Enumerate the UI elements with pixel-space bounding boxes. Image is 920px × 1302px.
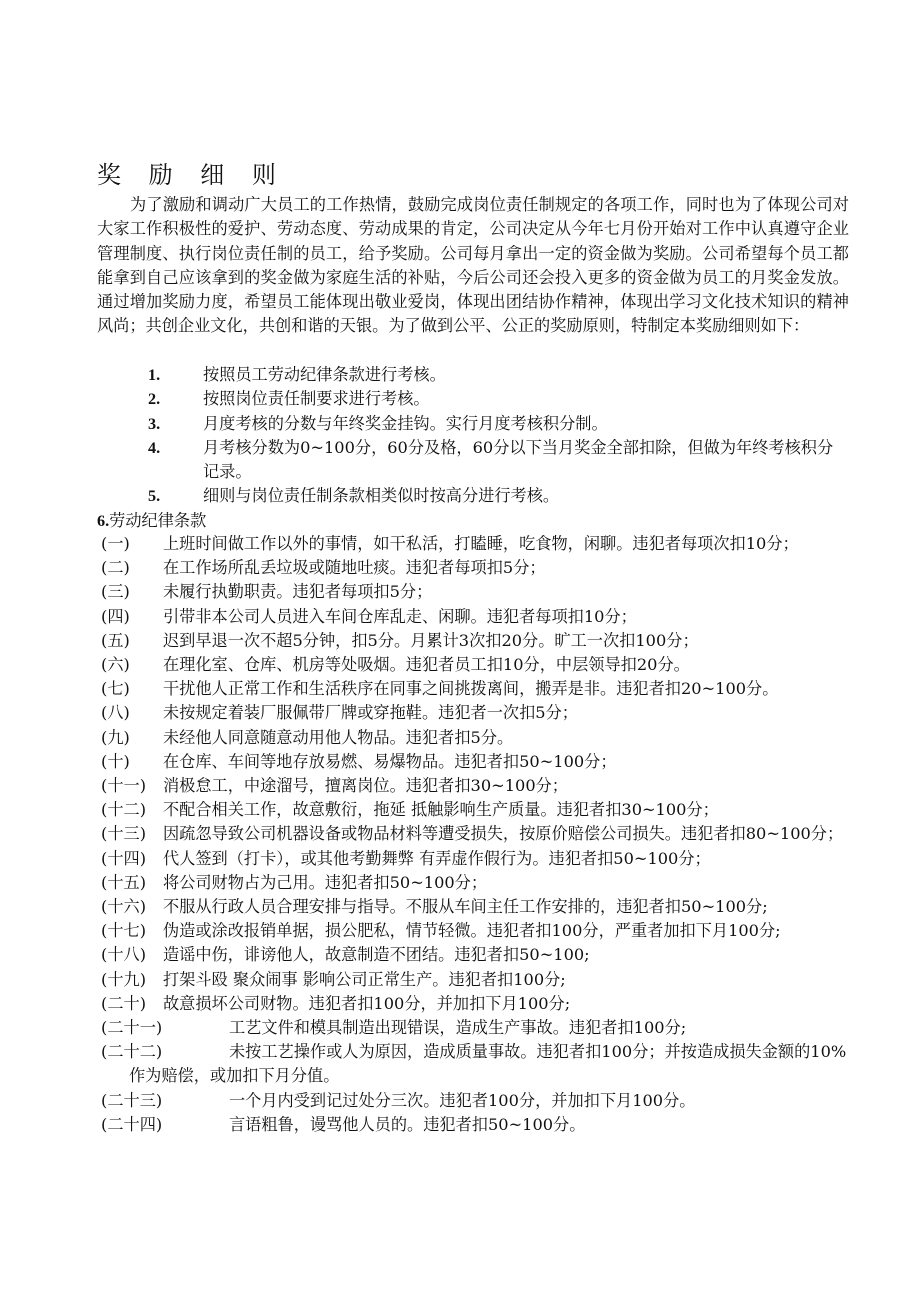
rule-item: [97, 605, 849, 629]
rule-text: 上班时间做工作以外的事情，如干私活，打瞌睡，吃食物，闲聊。违犯者每项次扣10分；: [163, 534, 799, 553]
rule-item: [97, 919, 849, 943]
rule-text: 未按规定着装厂服佩带厂牌或穿拖鞋。违犯者一次扣5分；: [163, 703, 578, 723]
rule-item: [97, 822, 849, 846]
list-item-number: 5.: [148, 487, 161, 506]
rule-item: [97, 556, 849, 580]
rule-item: [97, 968, 849, 992]
rule-text: 因疏忽导致公司机器设备或物品材料等遭受损失，按原价赔偿公司损失。违犯者扣80~100分；: [163, 824, 844, 844]
section-number: 6.: [97, 512, 110, 530]
rule-item: [97, 653, 849, 677]
rule-label: (五): [101, 630, 130, 650]
rule-text: 故意损坏公司财物。违犯者扣100分，并加扣下月100分;: [163, 993, 571, 1013]
rule-label: (二): [101, 558, 130, 578]
rule-text: 在工作场所乱丢垃圾或随地吐痰。违犯者每项扣5分；: [163, 558, 546, 578]
list-item-text: 细则与岗位责任制条款相类似时按高分进行考核。: [203, 486, 560, 506]
rule-item: [97, 1113, 849, 1137]
list-item-number: 4.: [148, 438, 161, 457]
rule-item: [97, 847, 849, 871]
intro-paragraph: 为了激励和调动广大员工的工作热情，鼓励完成岗位责任制规定的各项工作，同时也为了体现公司对大家工作积极性的爱护、劳动态度、劳动成果的肯定，公司决定从今年七月份开始对工作中认真遵守企业管理制度、执行岗位责任制的员工，给予奖励。公司每月拿出一定的资金做为奖励。公司希望每个员工都能拿到自己应该拿到的奖金做为家庭生活的补贴，今后公司还会投入更多的资金做为员工的月奖金发放。通过增加奖励力度，希望员工能体现出敬业爱岗，体现出团结协作精神，体现出学习文化技术知识的精神风尚；共创企业文化，共创和谐的天银。为了做到公平、公正的奖励原则，特制定本奖励细则如下：: [97, 195, 849, 336]
rule-text: 将公司财物占为己用。违犯者扣50~100分；: [163, 872, 488, 892]
rule-label: (八): [101, 703, 130, 723]
list-item-number: 2.: [148, 390, 161, 409]
rule-item: [97, 798, 849, 822]
list-item-text: 月考核分数为0~100分，60分及格，60分以下当月奖金全部扣除，但做为年终考核积分记录。: [203, 437, 834, 482]
list-item: [97, 484, 849, 508]
section-heading: [97, 509, 206, 533]
rule-text: 未履行执勤职责。违犯者每项扣5分；: [163, 582, 433, 602]
rule-item: [97, 677, 849, 701]
rule-text: 代人签到（打卡），或其他考勤舞弊 有弄虚作假行为。违犯者扣50~100分；: [163, 848, 711, 868]
list-item-text: 月度考核的分数与年终奖金挂钩。实行月度考核积分制。: [203, 413, 608, 433]
rule-text: 迟到早退一次不超5分钟，扣5分。月累计3次扣20分。旷工一次扣100分；: [163, 630, 699, 650]
list-item-number: 3.: [148, 414, 161, 433]
list-item: [97, 387, 849, 411]
rule-label: (二十四): [101, 1114, 163, 1134]
rule-item: [97, 629, 849, 653]
rule-text: 引带非本公司人员进入车间仓库乱走、闲聊。违犯者每项扣10分；: [163, 606, 637, 626]
rule-item: [97, 895, 849, 919]
rule-label: (一): [101, 534, 130, 553]
rules-list: [97, 532, 849, 1137]
rule-label: (十): [101, 751, 130, 771]
rule-text: 消极怠工，中途溜号，擅离岗位。违犯者扣30~100分；: [163, 776, 568, 796]
document-title: 奖 励 细 则: [97, 161, 286, 189]
rule-item: [97, 1089, 849, 1113]
rule-text: 干扰他人正常工作和生活秩序在同事之间挑拨离间，搬弄是非。违犯者扣20~100分。: [163, 679, 779, 699]
rule-text: 不服从行政人员合理安排与指导。不服从车间主任工作安排的，违犯者扣50~100分;: [163, 897, 768, 917]
list-item: [97, 363, 849, 387]
list-item: [97, 436, 849, 485]
rule-label: (十九): [101, 969, 147, 989]
rule-label: (三): [101, 582, 130, 602]
rule-text: 伪造或涂改报销单据，损公肥私，情节轻微。违犯者扣100分，严重者加扣下月100分;: [163, 921, 781, 941]
rule-text: 言语粗鲁，谩骂他人员的。违犯者扣50~100分。: [229, 1114, 586, 1134]
rule-label: (二十一): [101, 1018, 163, 1038]
rule-label: (十二): [101, 800, 147, 820]
list-item-text: 按照岗位责任制要求进行考核。: [203, 389, 430, 409]
rule-label: (十一): [101, 776, 147, 796]
rule-label: (十三): [101, 824, 147, 844]
rule-item: [97, 774, 849, 798]
rule-text: 在仓库、车间等地存放易燃、易爆物品。违犯者扣50~100分；: [163, 751, 617, 771]
rule-item: [97, 871, 849, 895]
rule-text: 未经他人同意随意动用他人物品。违犯者扣5分。: [163, 727, 514, 747]
rule-label: (四): [101, 606, 130, 626]
rule-label: (六): [101, 655, 130, 675]
rule-label: (十七): [101, 921, 147, 941]
rule-label: (十五): [101, 872, 147, 892]
rule-item: [97, 992, 849, 1016]
rule-label: (二十二): [101, 1042, 163, 1062]
rule-label: (二十三): [101, 1090, 163, 1110]
rule-item: [97, 943, 849, 967]
rule-text: 工艺文件和模具制造出现错误，造成生产事故。违犯者扣100分;: [229, 1018, 687, 1038]
rule-label: (七): [101, 679, 130, 699]
rule-text: 不配合相关工作，故意敷衍，拖延 抵触影响生产质量。违犯者扣30~100分；: [163, 800, 719, 820]
rule-text: 未按工艺操作或人为原因，造成质量事故。违犯者扣100分；并按造成损失金额的10%作为赔偿，或加扣下月分值。: [129, 1042, 847, 1086]
rule-text: 在理化室、仓库、机房等处吸烟。违犯者员工扣10分，中层领导扣20分。: [163, 655, 690, 675]
rule-label: (二十): [101, 993, 147, 1013]
rule-text: 造谣中伤，诽谤他人，故意制造不团结。违犯者扣50~100;: [163, 945, 590, 965]
rule-item: [97, 532, 849, 556]
rule-item: [97, 701, 849, 725]
list-item: [97, 412, 849, 436]
rule-label: (九): [101, 727, 130, 747]
rule-text: 打架斗殴 聚众闹事 影响公司正常生产。违犯者扣100分;: [163, 969, 566, 989]
rule-item: [97, 1040, 849, 1088]
list-item-number: 1.: [148, 366, 161, 384]
rule-label: (十四): [101, 848, 147, 868]
rule-label: (十六): [101, 897, 147, 917]
section-title: 劳动纪律条款: [109, 511, 207, 530]
rule-label: (十八): [101, 945, 147, 965]
list-item-text: 按照员工劳动纪律条款进行考核。: [203, 365, 446, 384]
rule-item: [97, 750, 849, 774]
rule-item: [97, 1016, 849, 1040]
rule-text: 一个月内受到记过处分三次。违犯者100分，并加扣下月100分。: [229, 1090, 696, 1110]
rule-item: [97, 580, 849, 604]
rule-item: [97, 726, 849, 750]
numbered-list: [97, 363, 849, 509]
